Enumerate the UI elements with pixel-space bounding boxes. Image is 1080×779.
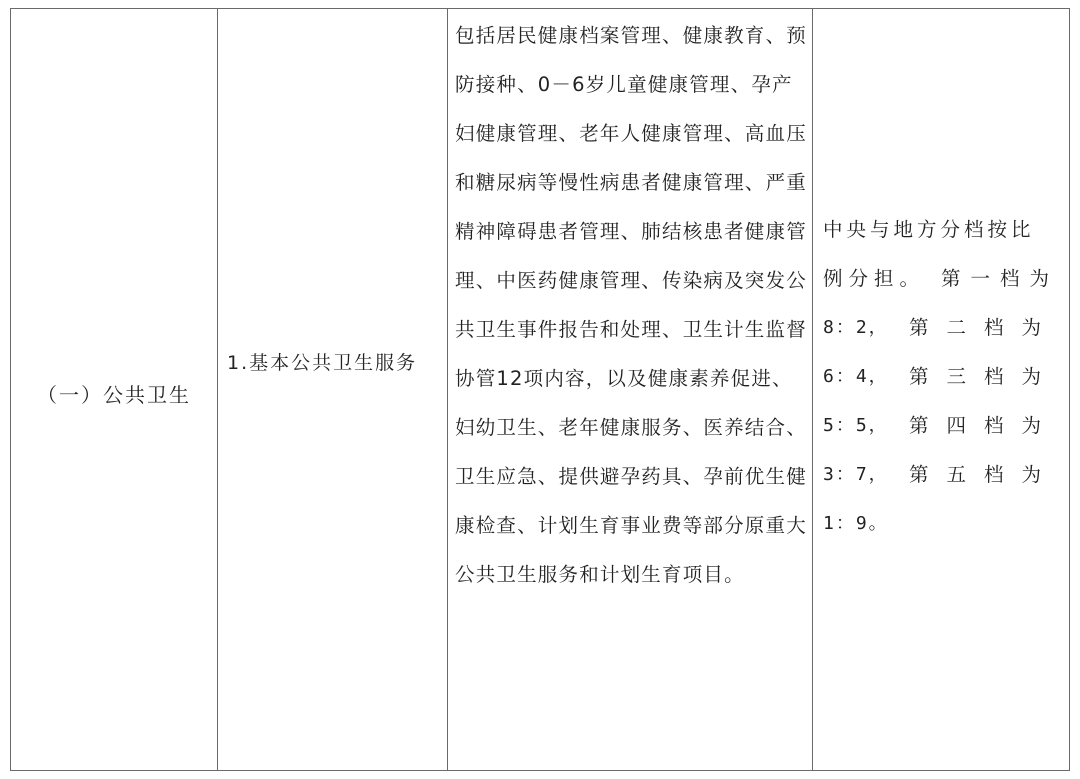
item-text: 1.基本公共卫生服务 — [227, 352, 418, 374]
funding-line-right: 第二档为 — [908, 316, 1059, 339]
funding-cell — [823, 205, 1059, 548]
column-divider — [217, 9, 218, 770]
column-divider — [812, 9, 813, 770]
content-cell — [455, 9, 807, 599]
funding-line — [823, 205, 1059, 254]
funding-line — [823, 352, 1059, 401]
funding-line — [823, 499, 1059, 548]
funding-line — [823, 254, 1059, 303]
funding-line-right: 第一档为 — [940, 267, 1059, 290]
column-divider — [447, 9, 448, 770]
funding-ratio: 6：4， — [823, 366, 889, 387]
funding-line-right: 第三档为 — [908, 365, 1059, 388]
funding-ratio: 5：5， — [823, 415, 889, 436]
content-text: 包括居民健康档案管理、健康教育、预防接种、0－6岁儿童健康管理、孕产妇健康管理、老年人健康管理、高血压和糖尿病等慢性病患者健康管理、严重精神障碍患者管理、肺结核患者健康管理、中医药健康管理、传染病及突发公共卫生事件报告和处理、卫生计生监督协管12项内容，以及健康素养促进、妇幼卫生、老年健康服务、医养结合、卫生应急、提供避孕药具、孕前优生健康检查、计划生育事业费等部分原重大公共卫生服务和计划生育项目。 — [455, 24, 807, 586]
funding-line — [823, 450, 1059, 499]
funding-ratio: 1：9。 — [823, 513, 889, 534]
funding-line-right: 第四档为 — [908, 414, 1059, 437]
funding-line-left: 中央与地方分档按比 — [823, 218, 1035, 241]
funding-ratio: 8：2， — [823, 317, 889, 338]
funding-line — [823, 303, 1059, 352]
funding-ratio: 3：7， — [823, 464, 889, 485]
category-text: （一）公共卫生 — [37, 383, 191, 407]
funding-line-left: 例分担。 — [823, 267, 926, 290]
item-cell — [227, 339, 439, 387]
funding-line — [823, 401, 1059, 450]
funding-line-right: 第五档为 — [908, 463, 1059, 486]
subsidy-table — [10, 8, 1070, 771]
category-cell — [11, 9, 217, 770]
